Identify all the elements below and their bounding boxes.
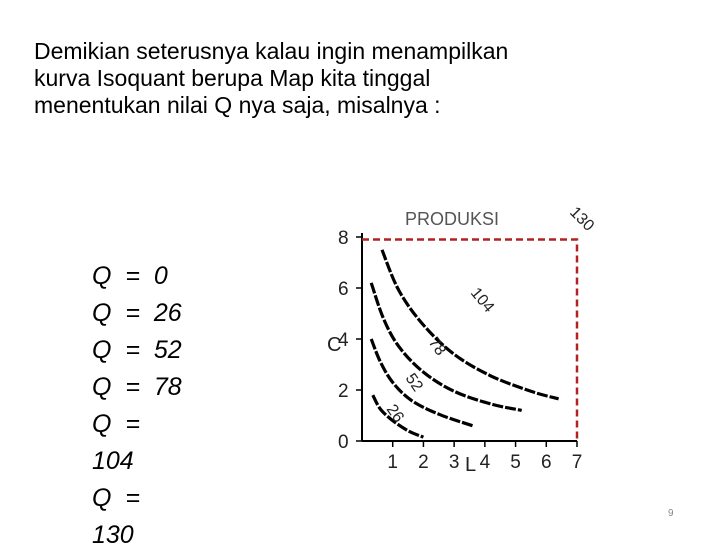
x-tick-label: 1: [387, 452, 399, 473]
x-tick-label: 3: [448, 452, 460, 473]
chart-title: PRODUKSI: [405, 209, 500, 229]
y-tick-label: 8: [338, 228, 349, 249]
q-line: Q = 78: [92, 373, 182, 401]
curve-label-52: 52: [401, 370, 426, 395]
q-line: 104: [92, 447, 134, 475]
x-tick-label: 2: [418, 452, 429, 473]
y-tick-label: 0: [338, 432, 349, 453]
curve-label-104: 104: [466, 284, 498, 317]
x-axis-label: L: [465, 454, 477, 476]
q-line: Q = 0: [92, 262, 168, 290]
y-tick-label: 4: [338, 330, 349, 351]
q-line: Q =: [92, 410, 140, 438]
curve-label-26: 26: [382, 401, 407, 426]
curve-label-78: 78: [424, 334, 449, 359]
y-tick-label: 2: [338, 381, 349, 402]
q-line: Q =: [92, 484, 140, 512]
intro-line: kurva Isoquant berupa Map kita tinggal: [34, 65, 431, 91]
q-line: Q = 52: [92, 336, 182, 364]
x-tick-label: 6: [540, 452, 552, 473]
x-tick-label: 5: [510, 452, 521, 473]
x-tick-label: 7: [571, 452, 583, 473]
intro-line: Demikian seterusnya kalau ingin menampilkan: [34, 38, 509, 64]
curve-label-130: 130: [566, 203, 598, 235]
y-axis-label: C: [327, 334, 342, 356]
q-line: 130: [92, 521, 134, 549]
y-tick-label: 6: [338, 279, 349, 300]
x-tick-label: 4: [479, 452, 491, 473]
intro-line: menentukan nilai Q nya saja, misalnya :: [34, 92, 441, 118]
page-number: 9: [668, 508, 674, 519]
q-line: Q = 26: [92, 299, 182, 327]
